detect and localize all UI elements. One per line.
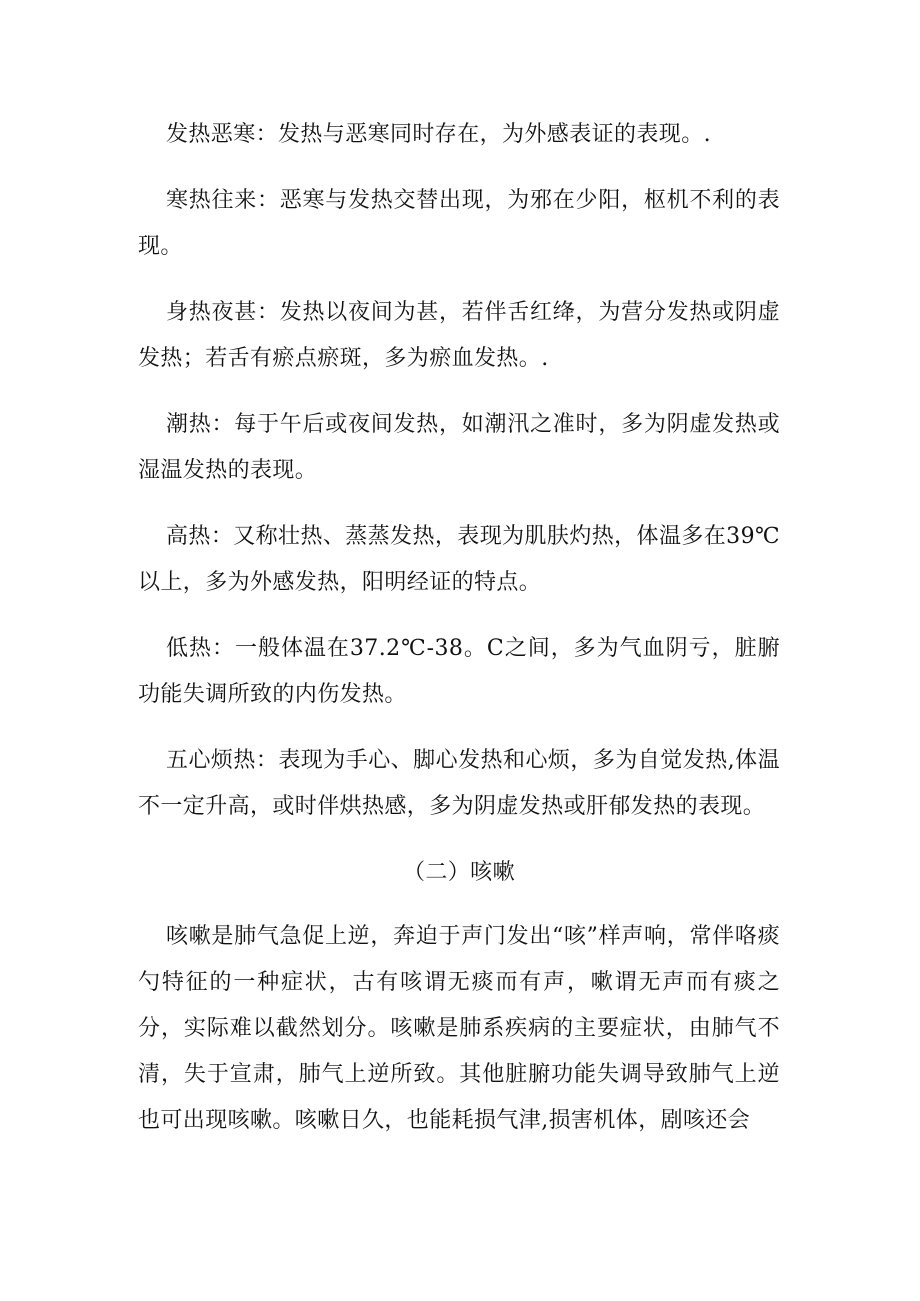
paragraph-alternating-chills-fever: 寒热往来：恶寒与发热交替出现，为邪在少阳，枢机不利的表现。 <box>138 188 780 259</box>
paragraph-low-fever: 低热：一般体温在37.2℃-38。C之间，多为气血阴亏，脏腑功能失调所致的内伤发热。 <box>138 636 780 707</box>
paragraph-five-center-heat: 五心烦热：表现为手心、脚心发热和心烦，多为自觉发热,体温不一定升高，或时伴烘热感，多为阴虚发热或肝郁发热的表现。 <box>138 748 780 819</box>
section-heading-cough: （二）咳嗽 <box>402 860 515 885</box>
paragraph-tidal-fever: 潮热：每于午后或夜间发热，如潮汛之准时，多为阴虚发热或湿温发热的表现。 <box>138 412 780 483</box>
paragraph-cough-definition: 咳嗽是肺气急促上逆，奔迫于声门发出“咳”样声响，常伴咯痰勺特征的一种症状，古有咳谓无痰而有声，嗽谓无声而有痰之分，实际难以截然划分。咳嗽是肺系疾病的主要症状，由肺气不清，失于宣肃，肺气上逆所致。其他脏腑功能失调导致肺气上逆也可出现咳嗽。咳嗽日久，也能耗损气津,损害机体，剧咳还会 <box>138 924 780 1133</box>
paragraph-fever-chills: 发热恶寒：发热与恶寒同时存在，为外感表证的表现。. <box>166 122 711 147</box>
paragraph-high-fever: 高热：又称壮热、蒸蒸发热，表现为肌肤灼热，体温多在39℃以上，多为外感发热，阳明经证的特点。 <box>138 524 780 595</box>
paragraph-night-fever: 身热夜甚：发热以夜间为甚，若伴舌红绛，为营分发热或阴虚发热；若舌有瘀点瘀斑，多为瘀血发热。. <box>138 300 780 371</box>
